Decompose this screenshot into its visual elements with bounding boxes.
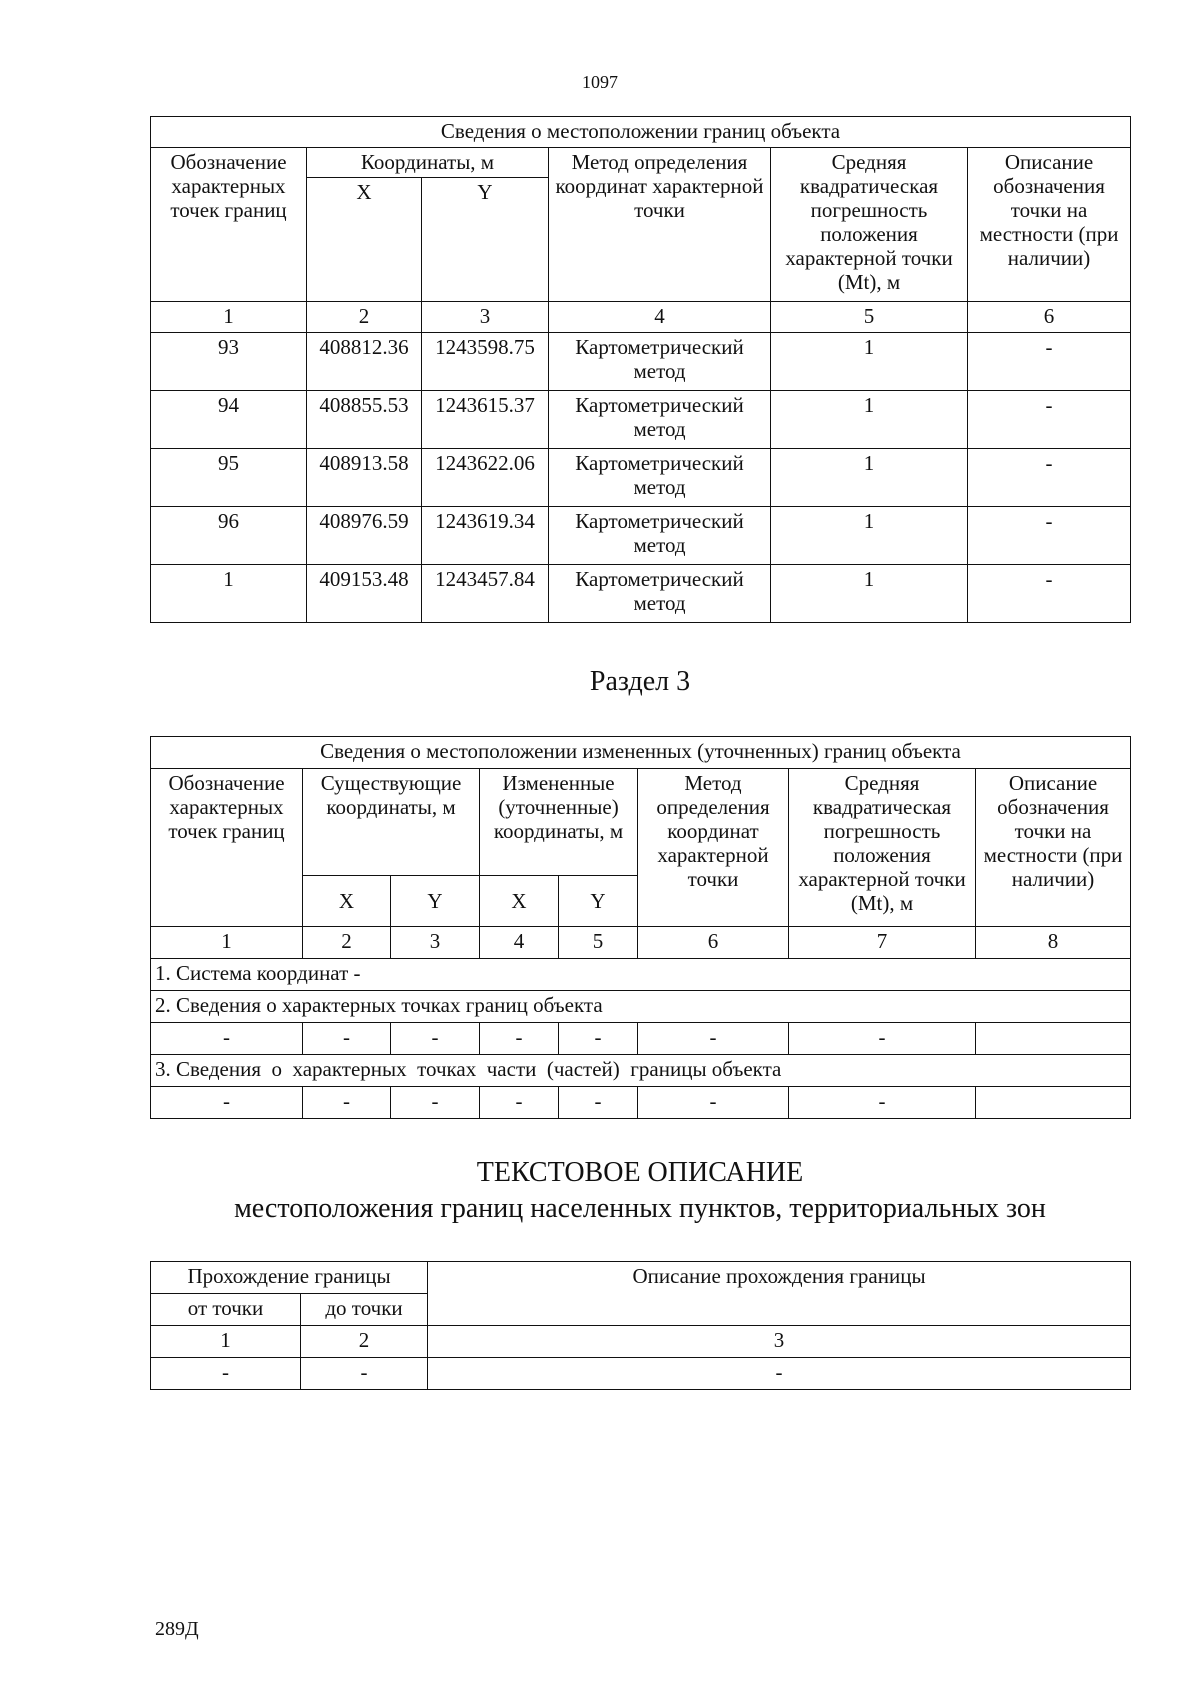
cell-y: 1243622.06 xyxy=(422,449,549,507)
cell-point: 1 xyxy=(151,565,307,623)
cell-y: 1243598.75 xyxy=(422,333,549,391)
header-point: Обозначение характерных точек границ xyxy=(151,769,303,927)
cell-dash: - xyxy=(151,1087,303,1119)
col-number: 5 xyxy=(559,927,638,959)
header-y: Y xyxy=(391,876,480,927)
cell-error: 1 xyxy=(771,333,968,391)
col-number: 3 xyxy=(422,302,549,333)
cell-desc: - xyxy=(968,391,1131,449)
cell-empty xyxy=(976,1087,1131,1119)
cell-point: 95 xyxy=(151,449,307,507)
cell-desc: - xyxy=(968,507,1131,565)
header-x: X xyxy=(480,876,559,927)
header-point: Обозначение характерных точек границ xyxy=(151,148,307,302)
cell-method: Картометрический метод xyxy=(549,391,771,449)
cell-dash: - xyxy=(480,1023,559,1055)
table-row xyxy=(151,565,1131,623)
section-title: Раздел 3 xyxy=(589,666,691,697)
cell-y: 1243457.84 xyxy=(422,565,549,623)
changed-boundaries-table xyxy=(150,736,1131,1119)
col-number: 4 xyxy=(480,927,559,959)
cell-method: Картометрический метод xyxy=(549,449,771,507)
header-changed-coords: Измененные (уточненные) координаты, м xyxy=(480,769,638,876)
cell-dash: - xyxy=(391,1023,480,1055)
col-number: 6 xyxy=(968,302,1131,333)
header-passage: Прохождение границы xyxy=(151,1262,428,1294)
cell-desc: - xyxy=(968,565,1131,623)
cell-x: 408976.59 xyxy=(307,507,422,565)
col-number: 1 xyxy=(151,927,303,959)
text-description-subtitle: местоположения границ населенных пунктов, территориальных зон xyxy=(234,1193,1046,1224)
cell-dash: - xyxy=(428,1358,1131,1390)
col-number: 5 xyxy=(771,302,968,333)
text-description-title: ТЕКСТОВОЕ ОПИСАНИЕ xyxy=(476,1157,804,1188)
col-number: 1 xyxy=(151,1326,301,1358)
header-coords: Координаты, м xyxy=(307,148,549,178)
col-number: 2 xyxy=(301,1326,428,1358)
footer-code: 289Д xyxy=(155,1618,199,1640)
cell-dash: - xyxy=(151,1023,303,1055)
cell-method: Картометрический метод xyxy=(549,565,771,623)
boundary-passage-table xyxy=(150,1261,1131,1390)
cell-empty xyxy=(976,1023,1131,1055)
points-info-row: 2. Сведения о характерных точках границ объекта xyxy=(151,991,1131,1023)
cell-method: Картометрический метод xyxy=(549,333,771,391)
cell-dash: - xyxy=(480,1087,559,1119)
table-title: Сведения о местоположении границ объекта xyxy=(151,117,1131,148)
table-row xyxy=(151,391,1131,449)
cell-x: 409153.48 xyxy=(307,565,422,623)
header-x: X xyxy=(307,178,422,302)
table-row xyxy=(151,449,1131,507)
table-row xyxy=(151,1358,1131,1390)
header-y: Y xyxy=(559,876,638,927)
cell-desc: - xyxy=(968,333,1131,391)
cell-dash: - xyxy=(638,1023,789,1055)
col-number: 1 xyxy=(151,302,307,333)
col-number: 8 xyxy=(976,927,1131,959)
col-number: 3 xyxy=(428,1326,1131,1358)
cell-point: 96 xyxy=(151,507,307,565)
col-number: 3 xyxy=(391,927,480,959)
cell-error: 1 xyxy=(771,391,968,449)
table-title: Сведения о местоположении измененных (уточненных) границ объекта xyxy=(151,737,1131,769)
cell-dash: - xyxy=(303,1087,391,1119)
table-row xyxy=(151,507,1131,565)
cell-dash: - xyxy=(789,1087,976,1119)
header-y: Y xyxy=(422,178,549,302)
cell-x: 408812.36 xyxy=(307,333,422,391)
cell-dash: - xyxy=(789,1023,976,1055)
col-number: 4 xyxy=(549,302,771,333)
header-method: Метод определения координат характерной точки xyxy=(549,148,771,302)
cell-desc: - xyxy=(968,449,1131,507)
cell-dash: - xyxy=(559,1087,638,1119)
header-error: Средняя квадратическая погрешность положения характерной точки (Mt), м xyxy=(789,769,976,927)
cell-x: 408913.58 xyxy=(307,449,422,507)
cell-y: 1243619.34 xyxy=(422,507,549,565)
header-method: Метод определения координат характерной точки xyxy=(638,769,789,927)
coord-system-row: 1. Система координат - xyxy=(151,959,1131,991)
table-row xyxy=(151,1023,1131,1055)
col-number: 7 xyxy=(789,927,976,959)
col-number: 6 xyxy=(638,927,789,959)
cell-method: Картометрический метод xyxy=(549,507,771,565)
parts-info-row: 3. Сведения о характерных точках части (частей) границы объекта xyxy=(151,1055,1131,1087)
header-passage-description: Описание прохождения границы xyxy=(428,1262,1131,1326)
header-from-point: от точки xyxy=(151,1294,301,1326)
header-existing-coords: Существующие координаты, м xyxy=(303,769,480,876)
col-number: 2 xyxy=(307,302,422,333)
cell-error: 1 xyxy=(771,565,968,623)
cell-dash: - xyxy=(303,1023,391,1055)
cell-dash: - xyxy=(391,1087,480,1119)
cell-error: 1 xyxy=(771,449,968,507)
cell-error: 1 xyxy=(771,507,968,565)
cell-point: 94 xyxy=(151,391,307,449)
boundary-points-table xyxy=(150,116,1131,623)
table-row xyxy=(151,1087,1131,1119)
cell-dash: - xyxy=(301,1358,428,1390)
page-number: 1097 xyxy=(582,72,618,92)
cell-y: 1243615.37 xyxy=(422,391,549,449)
header-description: Описание обозначения точки на местности (при наличии) xyxy=(976,769,1131,927)
cell-x: 408855.53 xyxy=(307,391,422,449)
header-to-point: до точки xyxy=(301,1294,428,1326)
cell-dash: - xyxy=(559,1023,638,1055)
header-x: X xyxy=(303,876,391,927)
header-error: Средняя квадратическая погрешность положения характерной точки (Mt), м xyxy=(771,148,968,302)
header-description: Описание обозначения точки на местности (при наличии) xyxy=(968,148,1131,302)
cell-dash: - xyxy=(638,1087,789,1119)
col-number: 2 xyxy=(303,927,391,959)
cell-dash: - xyxy=(151,1358,301,1390)
cell-point: 93 xyxy=(151,333,307,391)
table-row xyxy=(151,333,1131,391)
